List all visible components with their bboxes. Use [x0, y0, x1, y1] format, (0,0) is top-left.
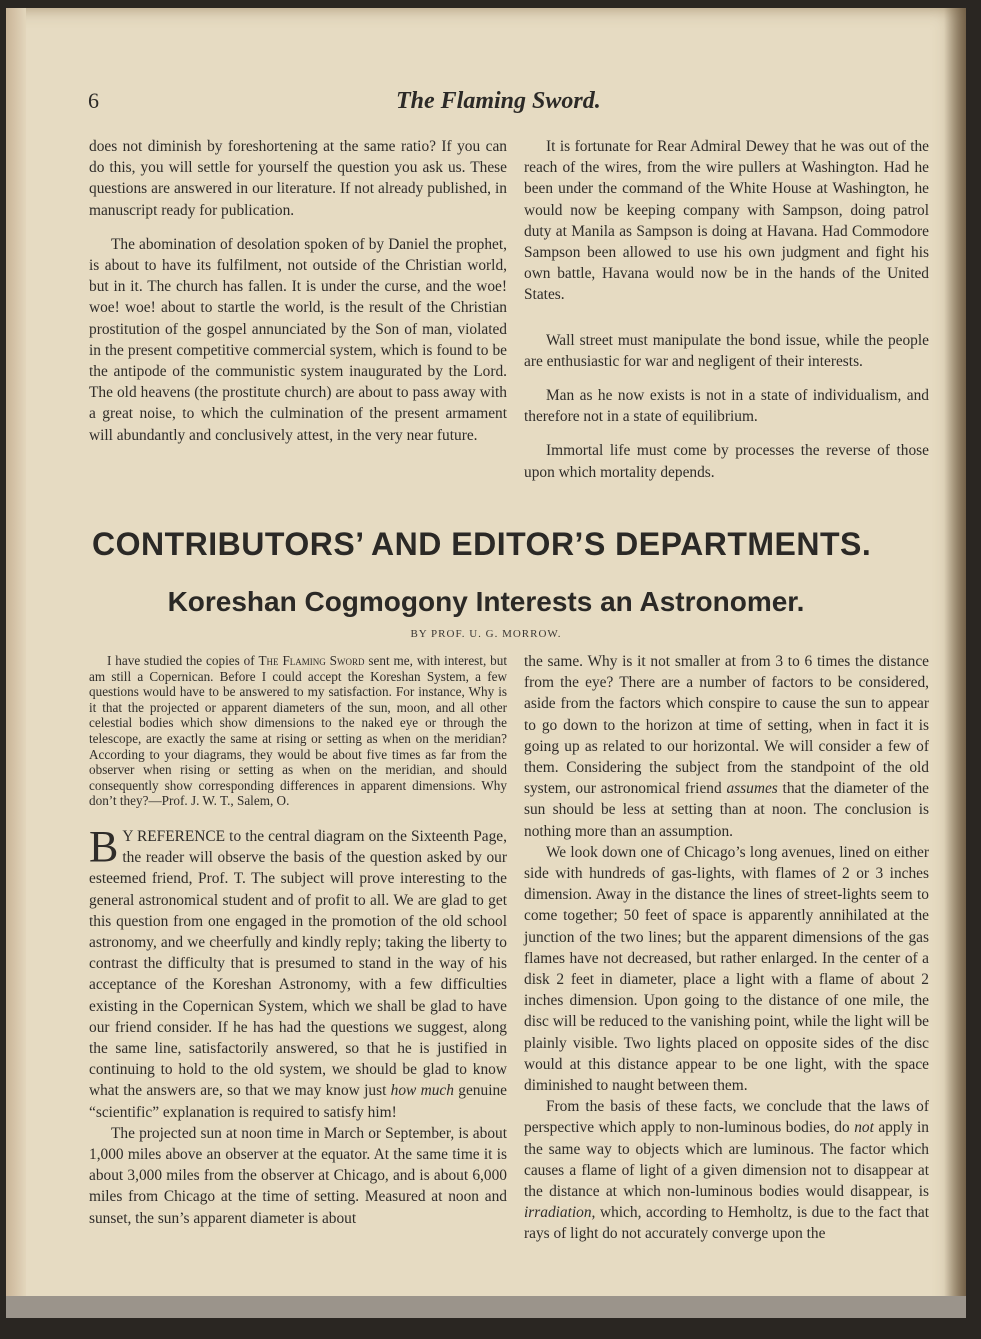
reply-emphasis: how much	[390, 1082, 454, 1100]
page-spine-shadow	[6, 8, 26, 1318]
paragraph: does not diminish by foreshortening at the same ratio? If you can do this, you will settle for yourself the question you ask us. These questions are answered in our literature. If not already published, in manuscript ready for publication.	[89, 138, 507, 219]
paragraph: Man as he now exists is not in a state of individualism, and therefore not in a state of equilibrium.	[524, 387, 929, 426]
paragraph: The abomination of desolation spoken of by Daniel the prophet, is about to have its fulfilment, not outside of the Christian world, but in it. The church has fallen. It is under the curse, and the woe! woe! woe! about to startle the world, is the result of the Christian prostitution of the gospel annunciated by the Son of man, violated in the present competitive commercial system, which is found to be the antipode of the communistic system inaugurated by the Lord. The old heavens (the prostitute church) are about to pass away with a great noise, to which the culmination of the present armament will abundantly and conclusively attest, in the very near future.	[89, 235, 507, 444]
top-right-column	[524, 136, 929, 483]
article-title: Koreshan Cogmogony Interests an Astronomer.	[167, 586, 805, 617]
paragraph-text: From the basis of these facts, we conclude that the laws of perspective which apply to non-luminous bodies, do	[524, 1098, 929, 1137]
letter-text: I have studied the copies of	[107, 653, 259, 668]
paragraph-emphasis: assumes	[726, 780, 778, 798]
scan-bottom-strip	[6, 1296, 966, 1318]
reply-text: to the central diagram on the Sixteenth Page, the reader will observe the basis of the question asked by our esteemed friend, Prof. T. The subject will prove interesting to the general astronomical student and of profit to all. We are glad to get this question from one engaged in the promotion of the old school astronomy, and we cheerfully and kindly reply; taking the liberty to contrast the difficulty that is presumed to stand in the way of his acceptance of the Koreshan Astronomy, with a few difficulties existing in the Copernican System, which we shall be glad to have our friend consider. If he has had the questions we suggest, along the same line, satisfactorily answered, so that he is justified in continuing to hold to the old system, we should be glad to know what the answers are, so that we may know just	[89, 828, 507, 1100]
top-left-column	[89, 136, 507, 446]
drop-cap: B	[89, 822, 119, 871]
reader-letter	[89, 653, 507, 809]
reply-lead-smallcaps: Y REFERENCE	[122, 828, 226, 845]
paragraph-text: which, according to Hemholtz, is due to the fact that rays of light do not accurately converge upon the	[524, 1204, 929, 1243]
paragraph: It is fortunate for Rear Admiral Dewey that he was out of the reach of the wires, from the wire pullers at Washington. Had he been under the command of the White House at Washington, he would now be keeping company with Sampson, doing patrol duty at Manila as Sampson is doing at Havana. Had Commodore Sampson been allowed to use his own judgment and fight his own battle, Havana would now be in the hands of the United States.	[524, 138, 929, 304]
paragraph	[524, 651, 929, 842]
reply-text: genuine “scientific” explanation is required to satisfy him!	[89, 1082, 507, 1121]
paragraph: Wall street must manipulate the bond issue, while the people are enthusiastic for war and negligent of their interests.	[524, 331, 929, 370]
paragraph-text: apply in the same way to objects which are luminous. The factor which causes a flame of light of a given dimension not to disappear at the distance at which non-luminous bodies would disappear, is	[524, 1119, 929, 1201]
department-heading: CONTRIBUTORS’ AND EDITOR’S DEPARTMENTS.	[92, 526, 872, 562]
journal-name: The Flaming Sword	[258, 653, 365, 668]
page-number: 6	[88, 88, 99, 113]
reply-paragraph	[89, 822, 507, 1123]
article-right-column	[524, 651, 929, 1245]
letter-paragraph	[89, 653, 507, 809]
running-title: The Flaming Sword.	[396, 88, 601, 114]
page-edge-shadow	[944, 8, 966, 1318]
paragraph-text: the same. Why is it not smaller at from 3 to 6 times the distance from the eye? There are a number of factors to be considered, aside from the factors which conspire to cause the sun to appear to go down to the horizon at time of setting, when in fact it is going up as related to our horizontal. We will consider a few of them. Considering the subject from the standpoint of the old system, our astronomical friend	[524, 653, 929, 798]
letter-text: sent me, with interest, but am still a Copernican. Before I could accept the Koreshan System, a few questions would have to be answered to my satisfaction. For instance, Why is it that the projected or apparent diameters of the sun, moon, and all other celestial bodies which show dimensions to the naked eye or through the telescope, are exactly the same at rising or setting as when on the meridian? According to your diagrams, they would be about five times as far from the observer when rising or setting as when on the meridian, and should consequently show corresponding differences in apparent dimensions. Why don’t they?—Prof. J. W. T., Salem, O.	[89, 653, 508, 809]
paragraph-text: that the diameter of the sun should be less at setting than at noon. The conclusion is nothing more than an assumption.	[524, 780, 929, 840]
magazine-page	[6, 8, 966, 1318]
paragraph-emphasis: not	[854, 1119, 874, 1137]
paragraph: The projected sun at noon time in March or September, is about 1,000 miles above an observer at the equator. At the same time it is about 3,000 miles from the observer at Chicago, and is about 6,000 miles from Chicago at the time of setting. Measured at noon and sunset, the sun’s apparent diameter is about	[89, 1124, 507, 1227]
paragraph	[524, 1096, 929, 1244]
paragraph-emphasis: irradiation,	[524, 1204, 596, 1222]
article-byline: BY PROF. U. G. MORROW.	[410, 628, 562, 640]
article-left-column	[89, 822, 507, 1229]
paragraph: Immortal life must come by processes the reverse of those upon which mortality depends.	[524, 442, 929, 481]
paragraph: We look down one of Chicago’s long avenues, lined on either side with hundreds of gas-lights, with flames of 2 or 3 inches dimension. Away in the distance the lines of street-lights seem to come together; 50 feet of space is apparently annihilated at the junction of the two lines; but the apparent dimensions of the gas flames have not decreased, but rather enlarged. In the center of a disk 2 feet in diameter, place a light with a flame of about 2 inches dimension. Upon going to the distance of one mile, the disc will be reduced to the vanishing point, while the light will be plainly visible. Two lights placed on opposite sides of the disc would at this distance appear to be one light, with the space diminished to naught between them.	[524, 843, 929, 1095]
